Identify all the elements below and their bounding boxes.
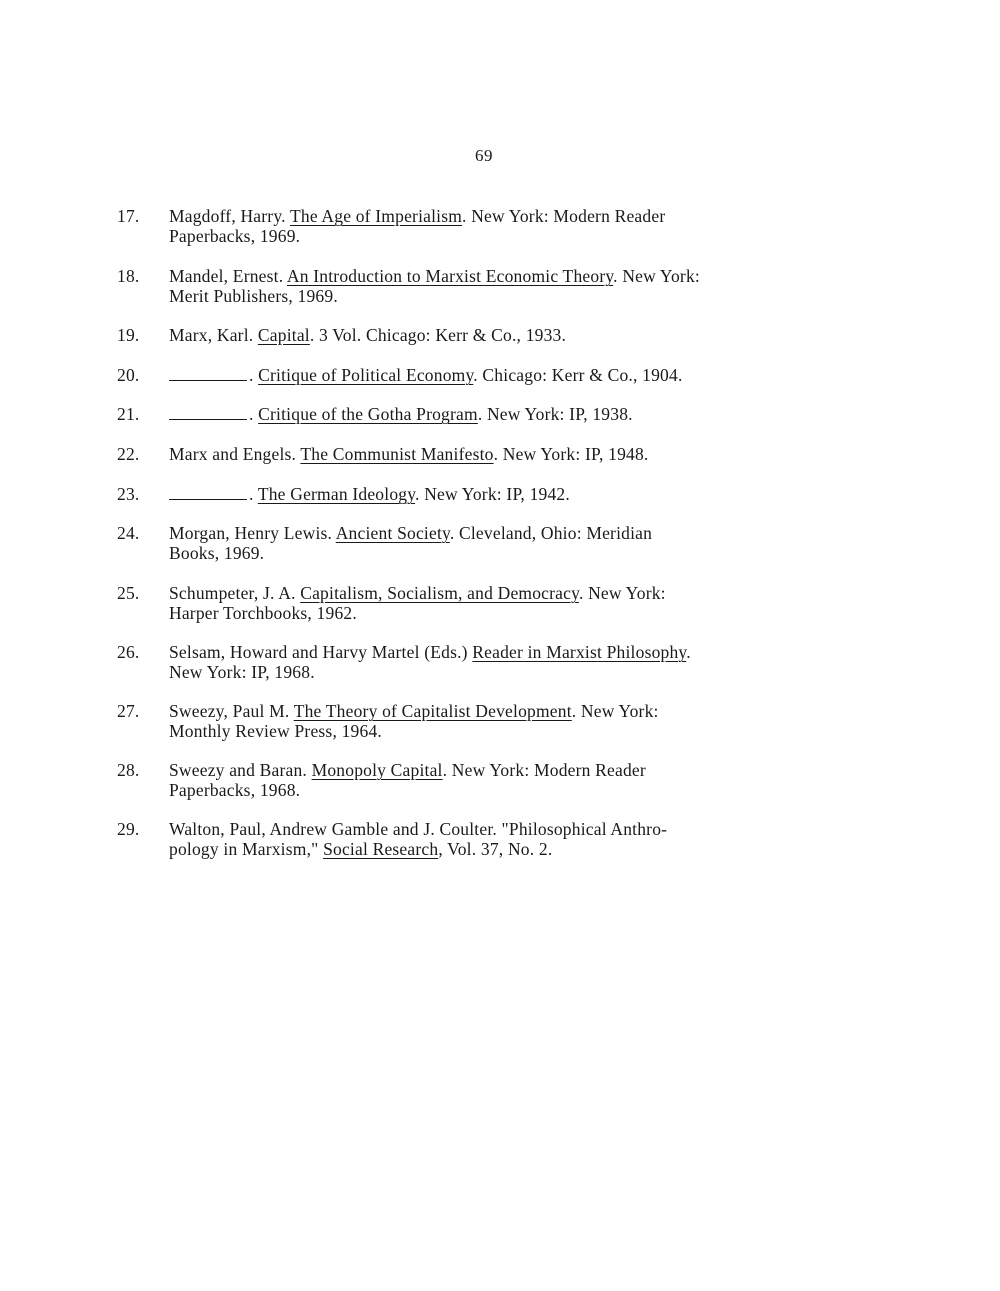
entry-publication: Paperbacks, 1969.: [169, 226, 301, 246]
page-number: 69: [475, 146, 493, 165]
entry-text: [169, 484, 869, 504]
entry-publication: New York: IP, 1968.: [169, 662, 315, 682]
entry-title: The German Ideology: [257, 484, 416, 504]
entry-author: Marx and Engels.: [169, 444, 301, 464]
entry-author: .: [249, 365, 259, 385]
entry-author: Magdoff, Harry.: [169, 206, 290, 226]
entry-number: 22.: [117, 444, 140, 464]
entry-number: 24.: [117, 523, 140, 543]
entry-publication: . New York:: [571, 701, 659, 721]
entry-title: Reader in Marxist Philosophy: [472, 642, 687, 662]
entry-text: [169, 760, 869, 800]
entry-line: [169, 721, 869, 741]
entry-line: [169, 484, 869, 504]
entry-author: .: [249, 404, 259, 424]
entry-line: [169, 780, 869, 800]
entry-line: [169, 642, 869, 662]
entry-publication: Harper Torchbooks, 1962.: [169, 603, 357, 623]
entry-line: [169, 286, 869, 306]
entry-number: 28.: [117, 760, 140, 780]
entry-line: [169, 266, 869, 286]
entry-author: pology in Marxism,": [169, 839, 324, 859]
entry-text: [169, 404, 869, 424]
entry-number: 29.: [117, 819, 140, 839]
entry-publication: . New York: IP, 1938.: [477, 404, 633, 424]
entry-text: [169, 701, 869, 741]
entry-number: 25.: [117, 583, 140, 603]
entry-title: Social Research: [323, 839, 439, 859]
entry-author: Sweezy and Baran.: [169, 760, 312, 780]
entry-title: Critique of the Gotha Program: [258, 404, 478, 424]
entry-author: Marx, Karl.: [169, 325, 258, 345]
entry-author: Walton, Paul, Andrew Gamble and J. Coulter. "Philosophical Anthro-: [169, 819, 668, 839]
entry-line: [169, 603, 869, 623]
entry-text: [169, 206, 869, 246]
entry-author: Mandel, Ernest.: [169, 266, 287, 286]
entry-author: Morgan, Henry Lewis.: [169, 523, 336, 543]
entry-text: [169, 266, 869, 306]
entry-title: The Theory of Capitalist Development: [293, 701, 572, 721]
entry-number: 26.: [117, 642, 140, 662]
entry-number: 18.: [117, 266, 140, 286]
entry-title: Monopoly Capital: [311, 760, 443, 780]
entry-author: Selsam, Howard and Harvy Martel (Eds.): [169, 642, 473, 662]
entry-line: [169, 662, 869, 682]
entry-publication: . New York:: [613, 266, 700, 286]
entry-line: [169, 365, 869, 385]
entry-publication: Paperbacks, 1968.: [169, 780, 301, 800]
entry-number: 17.: [117, 206, 140, 226]
entry-line: [169, 444, 869, 464]
entry-line: [169, 325, 869, 345]
entry-author: Schumpeter, J. A.: [169, 583, 301, 603]
entry-text: [169, 583, 869, 623]
entry-text: [169, 325, 869, 345]
entry-publication: . New York: IP, 1942.: [415, 484, 570, 504]
entry-text: [169, 523, 869, 563]
entry-line: [169, 206, 869, 226]
entry-publication: . New York:: [578, 583, 666, 603]
entry-publication: . Cleveland, Ohio: Meridian: [449, 523, 653, 543]
ditto-rule: [169, 366, 247, 381]
entry-line: [169, 226, 869, 246]
entry-publication: , Vol. 37, No. 2.: [438, 839, 553, 859]
entry-line: [169, 819, 869, 839]
entry-line: [169, 523, 869, 543]
entry-line: [169, 760, 869, 780]
entry-text: [169, 819, 869, 859]
entry-line: [169, 404, 869, 424]
entry-text: [169, 444, 869, 464]
entry-number: 27.: [117, 701, 140, 721]
entry-publication: . New York: Modern Reader: [462, 206, 666, 226]
entry-number: 23.: [117, 484, 140, 504]
ditto-rule: [169, 405, 247, 420]
entry-author: Sweezy, Paul M.: [169, 701, 294, 721]
entry-title: The Communist Manifesto: [300, 444, 494, 464]
entry-number: 21.: [117, 404, 140, 424]
entry-title: Critique of Political Economy: [258, 365, 474, 385]
entry-author: .: [249, 484, 258, 504]
entry-line: [169, 583, 869, 603]
entry-publication: .: [686, 642, 691, 662]
entry-number: 20.: [117, 365, 140, 385]
entry-title: Capitalism, Socialism, and Democracy: [300, 583, 579, 603]
entry-line: [169, 543, 869, 563]
entry-number: 19.: [117, 325, 140, 345]
entry-text: [169, 365, 869, 385]
entry-publication: . New York: IP, 1948.: [493, 444, 649, 464]
entry-publication: Monthly Review Press, 1964.: [169, 721, 382, 741]
entry-text: [169, 642, 869, 682]
entry-title: An Introduction to Marxist Economic Theory: [286, 266, 614, 286]
entry-publication: Merit Publishers, 1969.: [169, 286, 338, 306]
entry-title: Capital: [257, 325, 310, 345]
entry-title: Ancient Society: [335, 523, 450, 543]
entry-publication: . New York: Modern Reader: [442, 760, 646, 780]
entry-title: The Age of Imperialism: [289, 206, 463, 226]
entry-line: [169, 839, 869, 859]
entry-publication: . 3 Vol. Chicago: Kerr & Co., 1933.: [309, 325, 567, 345]
entry-publication: Books, 1969.: [169, 543, 265, 563]
entry-line: [169, 701, 869, 721]
ditto-rule: [169, 485, 247, 500]
entry-publication: . Chicago: Kerr & Co., 1904.: [473, 365, 683, 385]
